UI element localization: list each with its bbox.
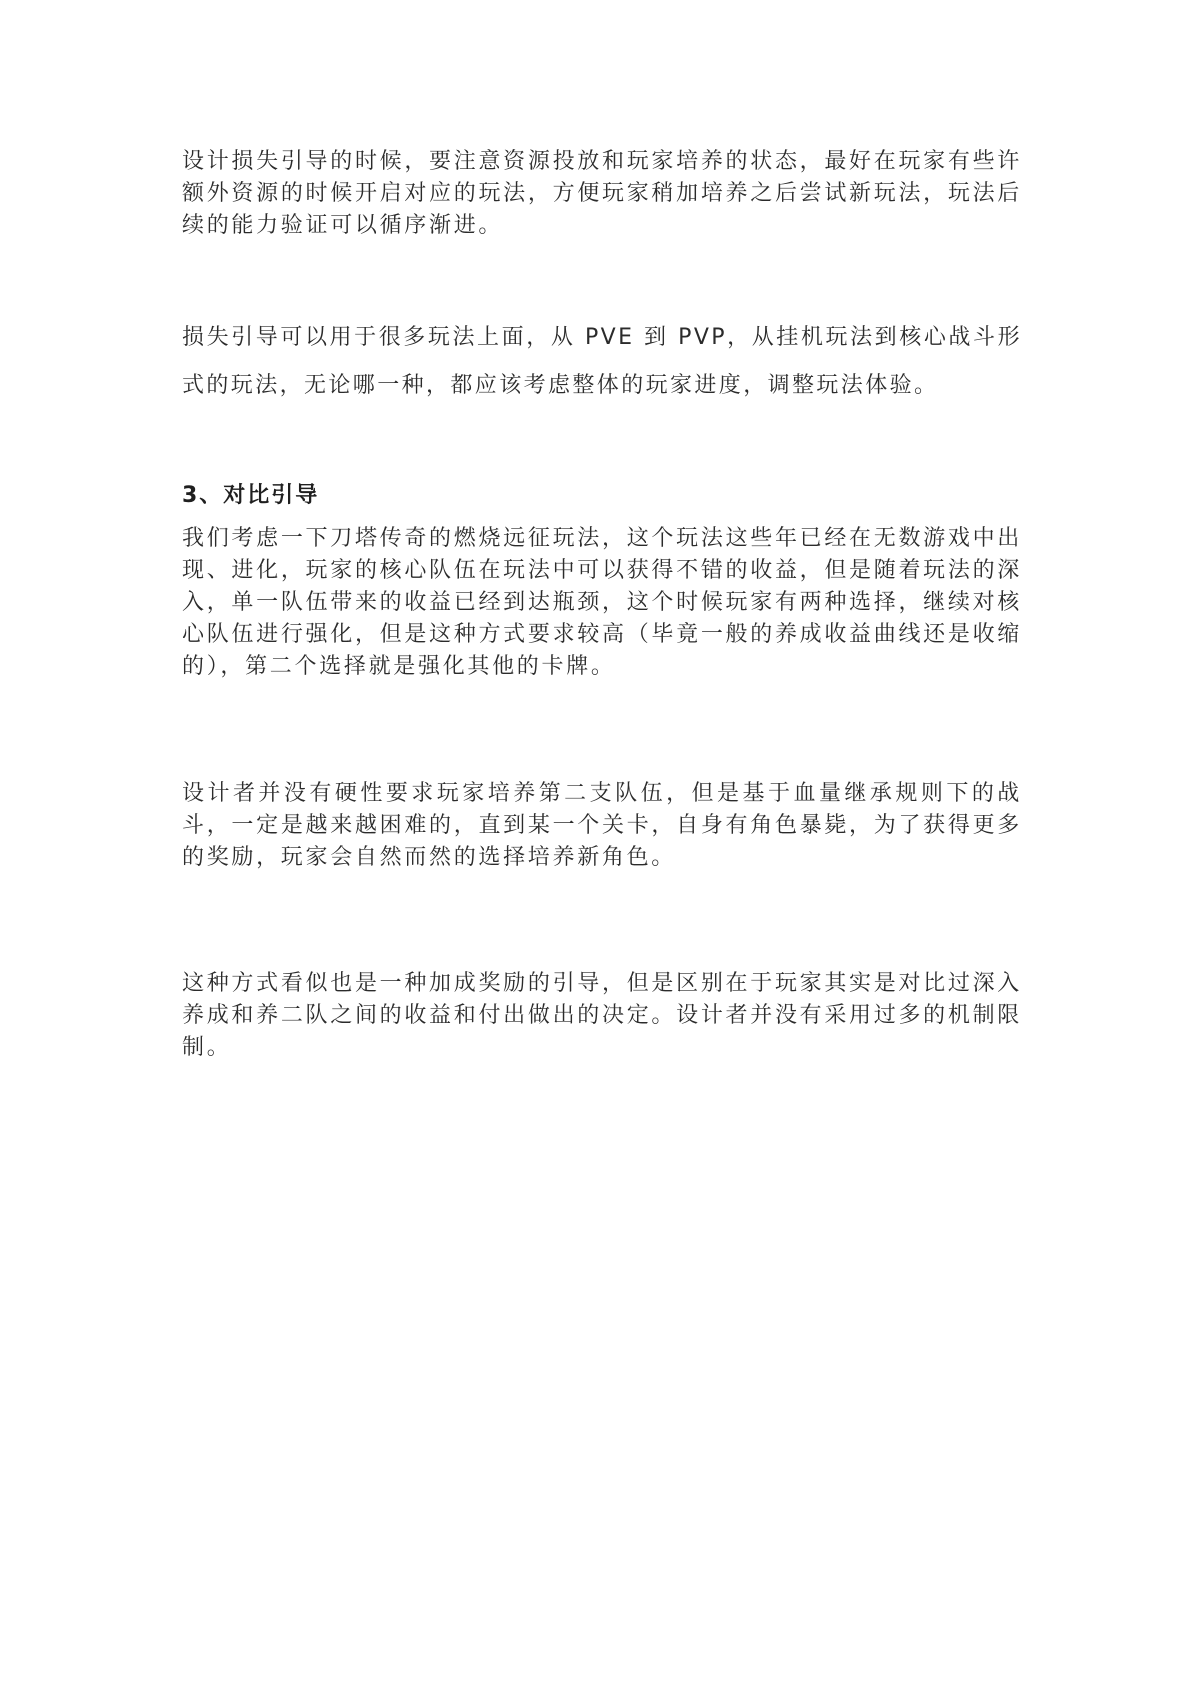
paragraph-loss-guidance-usage: 损失引导可以用于很多玩法上面，从 PVE 到 PVP，从挂机玩法到核心战斗形式的玩法，无论哪一种，都应该考虑整体的玩家进度，调整玩法体验。 [182, 325, 1022, 398]
paragraph-comparison-conclusion: 这种方式看似也是一种加成奖励的引导，但是区别在于玩家其实是对比过深入养成和养二队之间的收益和付出做出的决定。设计者并没有采用过多的机制限制。 [182, 971, 1022, 1060]
section-heading: 3、对比引导 [182, 483, 320, 508]
paragraph-burning-expedition: 我们考虑一下刀塔传奇的燃烧远征玩法，这个玩法这些年已经在无数游戏中出现、进化，玩家的核心队伍在玩法中可以获得不错的收益，但是随着玩法的深入，单一队伍带来的收益已经到达瓶颈，这个时候玩家有两种选择，继续对核心队伍进行强化，但是这种方式要求较高（毕竟一般的养成收益曲线还是收缩的），第二个选择就是强化其他的卡牌。 [182, 526, 1022, 679]
paragraph-loss-guidance-design: 设计损失引导的时候，要注意资源投放和玩家培养的状态，最好在玩家有些许额外资源的时候开启对应的玩法，方便玩家稍加培养之后尝试新玩法，玩法后续的能力验证可以循序渐进。 [182, 149, 1022, 238]
paragraph-second-team: 设计者并没有硬性要求玩家培养第二支队伍，但是基于血量继承规则下的战斗，一定是越来越困难的，直到某一个关卡，自身有角色暴毙，为了获得更多的奖励，玩家会自然而然的选择培养新角色。 [182, 781, 1022, 870]
